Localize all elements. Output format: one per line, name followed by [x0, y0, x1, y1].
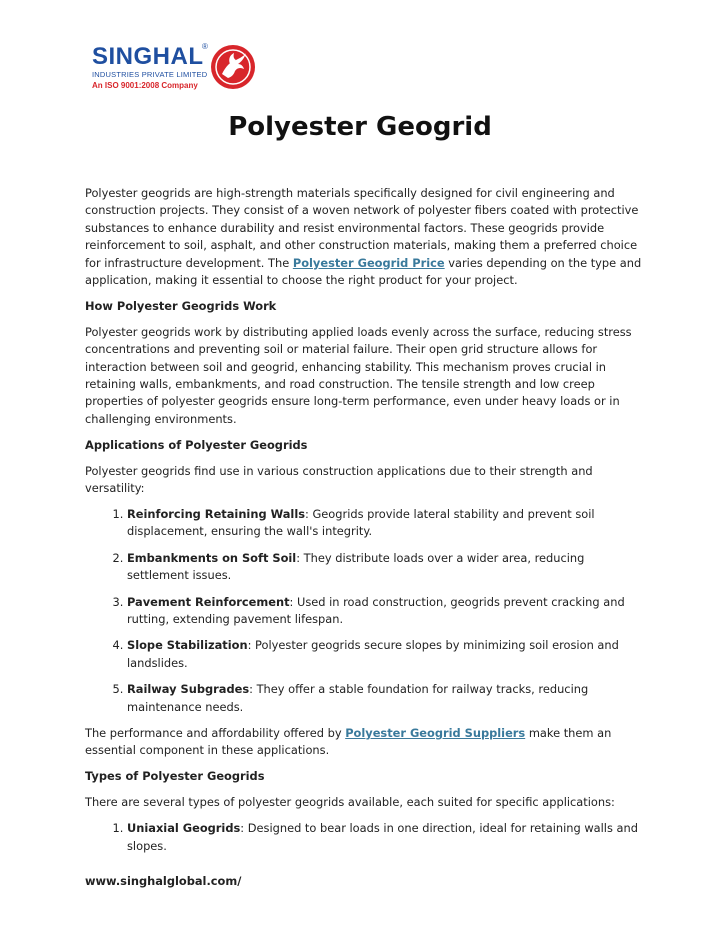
- types-list: [85, 820, 645, 855]
- how-heading: How Polyester Geogrids Work: [85, 298, 277, 313]
- logo-text: [92, 44, 212, 108]
- list-item-desc: : They distribute loads over a wider area, reducing settlement issues.: [127, 550, 585, 583]
- footer-url: www.singhalglobal.com/: [85, 874, 242, 888]
- how-paragraph: Polyester geogrids work by distributing applied loads evenly across the surface, reducing stress concentrations and preventing soil or material failure. Their open grid structure allows for interaction between soil and geogrid, enhancing stability. This mechanism proves crucial in retaining walls, embankments, and road construction. The tensile strength and low creep properties of polyester geogrids ensure long-term performance, even under heavy loads or in challenging environments.: [85, 324, 632, 426]
- list-item: [127, 637, 645, 672]
- polyester-geogrid-price-link[interactable]: Polyester Geogrid Price: [292, 255, 445, 270]
- perf-text-after: make them an essential component in these applications.: [85, 726, 612, 758]
- list-item-term: Railway Subgrades: [127, 682, 250, 697]
- pegasus-emblem-icon: [210, 44, 256, 90]
- list-item: [127, 550, 645, 585]
- applications-intro: Polyester geogrids find use in various construction applications due to their strength and versatility:: [85, 463, 593, 496]
- perf-text-before: The performance and affordability offered by: [85, 726, 346, 741]
- types-intro: There are several types of polyester geogrids available, each suited for specific applications:: [85, 795, 615, 810]
- list-item: [127, 594, 645, 629]
- applications-list: [85, 506, 645, 716]
- performance-paragraph: [85, 725, 645, 760]
- logo-name: SINGHAL: [92, 43, 204, 70]
- list-item-desc: : Polyester geogrids secure slopes by minimizing soil erosion and landslides.: [127, 638, 619, 670]
- list-item-desc: : Designed to bear loads in one direction, ideal for retaining walls and slopes.: [127, 821, 638, 853]
- company-logo: [92, 42, 262, 108]
- types-heading: Types of Polyester Geogrids: [85, 769, 265, 784]
- applications-heading: Applications of Polyester Geogrids: [85, 437, 308, 452]
- list-item-term: Reinforcing Retaining Walls: [127, 507, 306, 521]
- intro-paragraph: [85, 185, 645, 289]
- registered-mark: ®: [202, 42, 208, 51]
- logo-iso-line: An ISO 9001:2008 Company: [92, 81, 198, 90]
- list-item: [127, 681, 645, 716]
- list-item-term: Pavement Reinforcement: [127, 594, 290, 609]
- list-item: [127, 506, 645, 541]
- list-item-term: Embankments on Soft Soil: [127, 550, 297, 565]
- list-item-desc: : They offer a stable foundation for railway tracks, reducing maintenance needs.: [127, 682, 589, 714]
- list-item-desc: : Used in road construction, geogrids prevent cracking and rutting, extending pavement lifespan.: [127, 594, 625, 627]
- logo-subtitle: INDUSTRIES PRIVATE LIMITED: [92, 70, 208, 79]
- list-item-term: Slope Stabilization: [127, 638, 248, 653]
- list-item-term: Uniaxial Geogrids: [127, 821, 241, 836]
- intro-text-before: Polyester geogrids are high-strength materials specifically designed for civil engineering and construction projects. They consist of a woven network of polyester fibers coated with protective substances to enhance durability and resist environmental factors. These geogrids provide reinforcement to soil, asphalt, and other construction materials, making them a preferred choice for infrastructure development. The: [85, 186, 639, 270]
- list-item-desc: : Geogrids provide lateral stability and prevent soil displacement, ensuring the wall's integrity.: [127, 507, 595, 539]
- list-item: [127, 820, 645, 855]
- polyester-geogrid-suppliers-link[interactable]: Polyester Geogrid Suppliers: [345, 726, 526, 741]
- document-body: [85, 185, 645, 864]
- intro-text-after: varies depending on the type and application, making it essential to choose the right product for your project.: [85, 255, 642, 288]
- page-title: Polyester Geogrid: [228, 112, 492, 142]
